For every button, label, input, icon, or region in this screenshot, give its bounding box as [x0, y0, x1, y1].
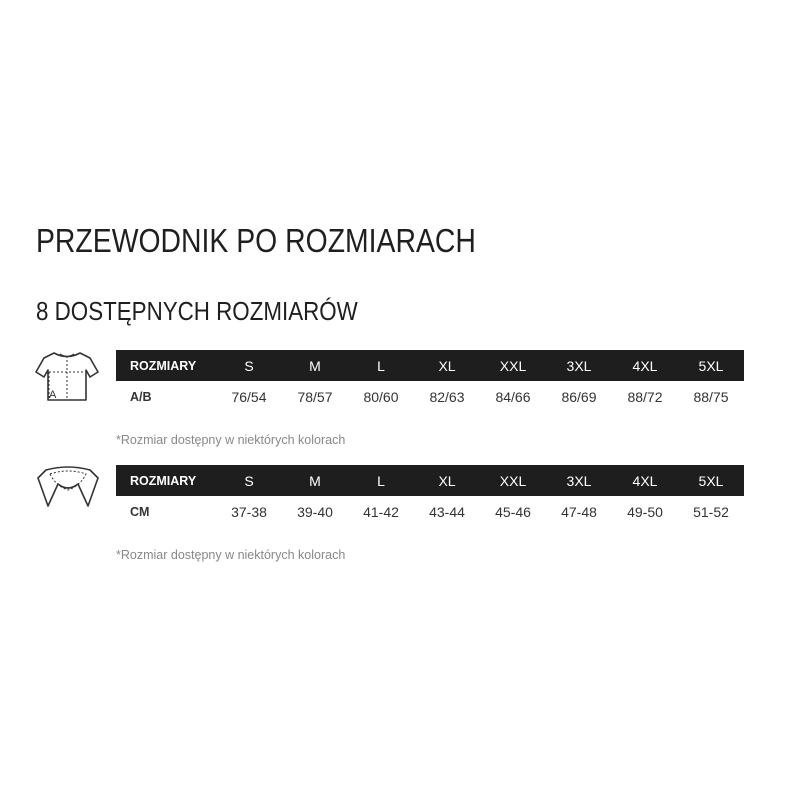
- row-label: CM: [130, 504, 150, 519]
- size-5XL: 5XL: [698, 472, 724, 489]
- size-3XL: 3XL: [566, 357, 592, 374]
- availability-note: *Rozmiar dostępny w niektórych kolorach: [116, 548, 346, 562]
- value-cell: 39-40: [297, 503, 333, 520]
- table-row: [116, 381, 744, 412]
- value-cell: 45-46: [495, 503, 531, 520]
- size-XL: XL: [438, 357, 456, 374]
- size-3XL: 3XL: [566, 472, 592, 489]
- size-XL: XL: [438, 472, 456, 489]
- row-label: A/B: [130, 389, 152, 404]
- collar-measure-icon: [36, 462, 100, 516]
- value-cell: 51-52: [693, 503, 729, 520]
- size-5XL: 5XL: [698, 357, 724, 374]
- size-table-collar: [116, 465, 744, 527]
- size-M: M: [309, 472, 321, 489]
- value-cell: 37-38: [231, 503, 267, 520]
- value-cell: 43-44: [429, 503, 465, 520]
- table-header: [116, 465, 744, 496]
- value-cell: 84/66: [495, 388, 531, 405]
- value-cell: 76/54: [231, 388, 267, 405]
- header-label: ROZMIARY: [130, 473, 197, 488]
- value-cell: 88/75: [693, 388, 729, 405]
- tshirt-measure-icon: [34, 350, 100, 402]
- size-4XL: 4XL: [632, 472, 658, 489]
- size-S: S: [244, 357, 254, 374]
- value-cell: 47-48: [561, 503, 597, 520]
- page-subtitle: 8 DOSTĘPNYCH ROZMIARÓW: [36, 296, 358, 326]
- value-cell: 41-42: [363, 503, 399, 520]
- size-L: L: [377, 357, 385, 374]
- size-L: L: [377, 472, 385, 489]
- value-cell: 78/57: [297, 388, 333, 405]
- size-4XL: 4XL: [632, 357, 658, 374]
- table-header: [116, 350, 744, 381]
- size-XXL: XXL: [499, 357, 527, 374]
- tshirt-label-a: A: [49, 389, 57, 401]
- value-cell: 86/69: [561, 388, 597, 405]
- size-XXL: XXL: [499, 472, 527, 489]
- availability-note: *Rozmiar dostępny w niektórych kolorach: [116, 433, 346, 447]
- value-cell: 80/60: [363, 388, 399, 405]
- size-table-tshirt: [116, 350, 744, 412]
- value-cell: 49-50: [627, 503, 663, 520]
- value-cell: 82/63: [429, 388, 465, 405]
- size-M: M: [309, 357, 321, 374]
- table-row: [116, 496, 744, 527]
- size-S: S: [244, 472, 254, 489]
- header-label: ROZMIARY: [130, 358, 197, 373]
- value-cell: 88/72: [627, 388, 663, 405]
- page-title: PRZEWODNIK PO ROZMIARACH: [36, 222, 476, 259]
